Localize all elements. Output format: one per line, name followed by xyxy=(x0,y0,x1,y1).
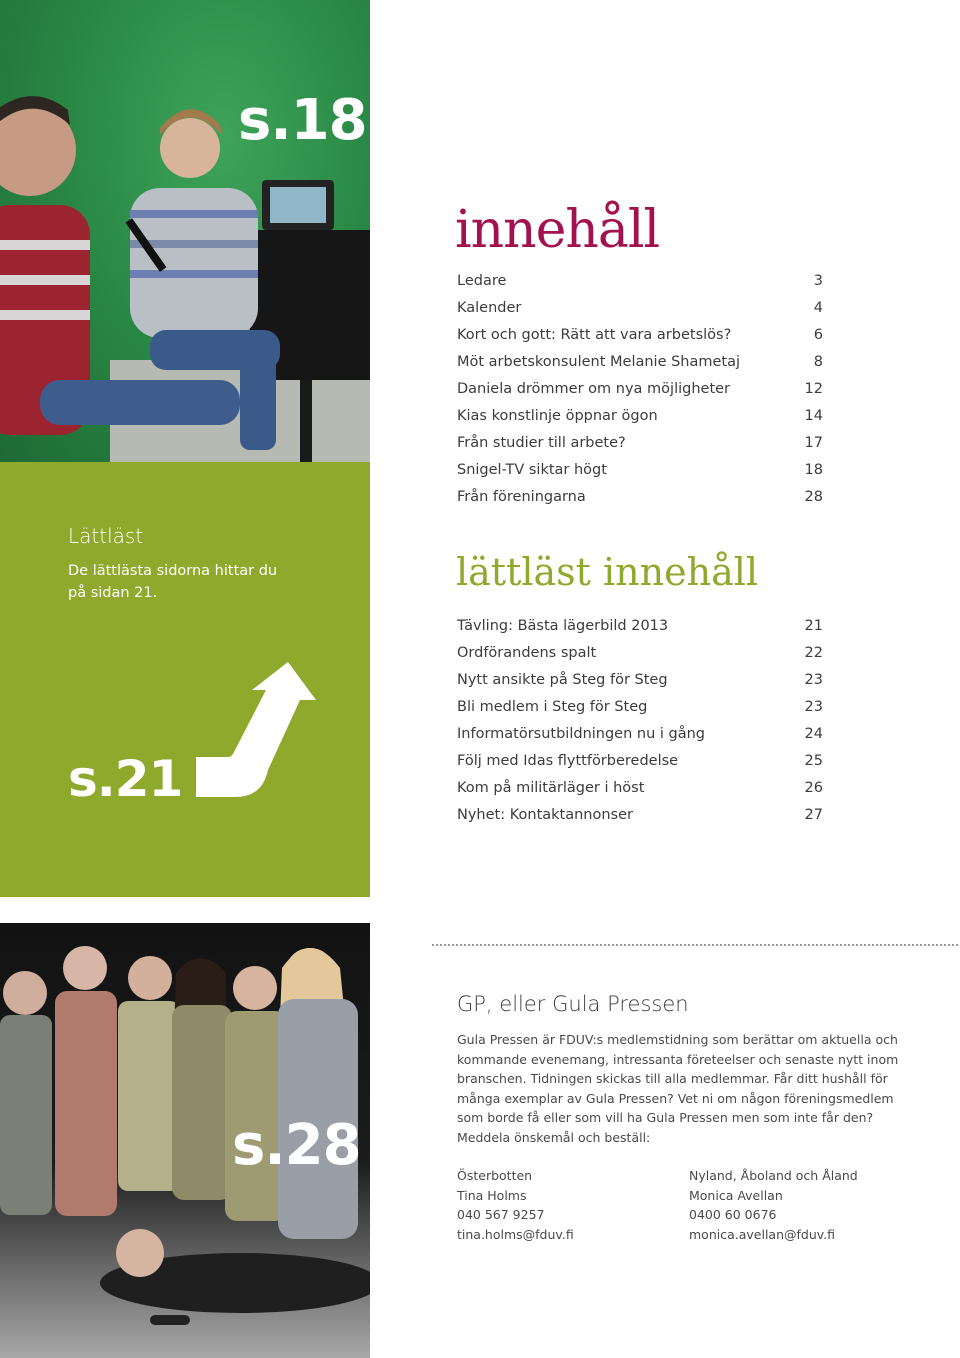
toc-item[interactable] xyxy=(457,349,823,376)
gp-description xyxy=(457,1030,937,1147)
toc-item-page: 23 xyxy=(804,699,823,715)
toc-item-title: Bli medlem i Steg för Steg xyxy=(457,699,648,715)
gp-line: Meddela önskemål och beställ: xyxy=(457,1129,651,1145)
easy-toc-item[interactable] xyxy=(457,802,823,829)
curved-arrow-icon xyxy=(188,662,318,802)
gp-line: branschen. Tidningen skickas till alla medlemmar. Får ditt hushåll för xyxy=(457,1071,888,1086)
contents-heading: innehåll xyxy=(455,200,660,260)
toc-item-page: 24 xyxy=(804,726,823,742)
toc-item[interactable] xyxy=(457,457,823,484)
contact-region: Österbotten xyxy=(457,1168,533,1183)
toc-item-page: 17 xyxy=(804,435,823,451)
toc-item-page: 4 xyxy=(813,300,823,316)
easy-toc-item[interactable] xyxy=(457,694,823,721)
toc-item-page: 28 xyxy=(804,489,823,505)
toc-item[interactable] xyxy=(457,376,823,403)
toc-item-title: Följ med Idas flyttförberedelse xyxy=(457,753,679,769)
toc-item[interactable] xyxy=(457,430,823,457)
toc-item-title: Tävling: Bästa lägerbild 2013 xyxy=(457,618,669,634)
toc-item[interactable] xyxy=(457,484,823,511)
toc-item-title: Ordförandens spalt xyxy=(457,645,597,661)
sidebar-page-label: s.21 xyxy=(68,750,183,808)
toc-item-page: 21 xyxy=(804,618,823,634)
toc-item-title: Från studier till arbete? xyxy=(457,435,626,451)
bottom-page-label: s.28 xyxy=(232,1113,361,1178)
gp-line: många exemplar av Gula Pressen? Vet ni om någon föreningsmedlem xyxy=(457,1090,894,1106)
contact-phone[interactable]: 0400 60 0676 xyxy=(689,1207,777,1222)
toc-item-title: Kias konstlinje öppnar ögon xyxy=(457,408,658,424)
easy-toc-item[interactable] xyxy=(457,748,823,775)
toc-item-title: Ledare xyxy=(457,273,507,289)
toc-item-page: 12 xyxy=(804,381,823,397)
toc-item-page: 18 xyxy=(804,462,823,478)
toc-item-title: Nytt ansikte på Steg för Steg xyxy=(457,672,668,688)
gp-line: som borde få eller som vill ha Gula Pressen men som inte får den? xyxy=(457,1110,874,1125)
toc-item-title: Daniela drömmer om nya möjligheter xyxy=(457,381,731,397)
gp-heading: GP, eller Gula Pressen xyxy=(457,992,689,1016)
toc-item-page: 27 xyxy=(804,807,823,823)
easy-read-title: Lättläst xyxy=(68,524,144,548)
easy-contents-heading: lättläst innehåll xyxy=(456,550,759,594)
toc-item-title: Kalender xyxy=(457,300,522,316)
contact-phone[interactable]: 040 567 9257 xyxy=(457,1207,545,1222)
studio-scene-illustration xyxy=(0,0,370,462)
contact-region: Nyland, Åboland och Åland xyxy=(689,1168,858,1183)
bottom-photo xyxy=(0,923,370,1358)
toc-item-title: Snigel-TV siktar högt xyxy=(457,462,607,478)
contact-email[interactable]: monica.avellan@fduv.fi xyxy=(689,1226,836,1242)
easy-read-sidebar xyxy=(0,462,370,897)
toc-item-title: Nyhet: Kontaktannonser xyxy=(457,807,633,823)
gp-line: kommande evenemang, intressanta företeelser och senaste nytt inom xyxy=(457,1051,899,1067)
toc-item-title: Möt arbetskonsulent Melanie Shametaj xyxy=(457,354,741,370)
toc-item[interactable] xyxy=(457,403,823,430)
toc-item[interactable] xyxy=(457,295,823,322)
toc-item-title: Från föreningarna xyxy=(457,489,586,505)
top-photo xyxy=(0,0,370,462)
toc-item-page: 8 xyxy=(813,354,823,370)
toc-item-page: 3 xyxy=(813,273,823,289)
easy-toc-item[interactable] xyxy=(457,640,823,667)
toc-item-page: 6 xyxy=(813,327,823,343)
toc-item[interactable] xyxy=(457,322,823,349)
easy-toc-item[interactable] xyxy=(457,721,823,748)
top-page-label: s.18 xyxy=(238,88,367,153)
toc-item[interactable] xyxy=(457,268,823,295)
gp-line: Gula Pressen är FDUV:s medlemstidning som berättar om aktuella och xyxy=(457,1032,898,1047)
toc-item-page: 22 xyxy=(804,645,823,661)
easy-toc-item[interactable] xyxy=(457,667,823,694)
contact-nyland xyxy=(689,1166,949,1244)
toc-item-title: Kom på militärläger i höst xyxy=(457,780,645,796)
contact-osterbotten xyxy=(457,1166,677,1244)
easy-toc-item[interactable] xyxy=(457,775,823,802)
easy-toc-item[interactable] xyxy=(457,613,823,640)
contact-email[interactable]: tina.holms@fduv.fi xyxy=(457,1226,574,1242)
toc-item-page: 25 xyxy=(804,753,823,769)
dotted-divider xyxy=(432,944,958,946)
contact-name: Monica Avellan xyxy=(689,1187,783,1203)
toc-item-page: 14 xyxy=(804,408,823,424)
easy-read-note: De lättlästa sidorna hittar du på sidan 21. xyxy=(68,563,278,601)
toc-item-page: 26 xyxy=(804,780,823,796)
toc-item-title: Informatörsutbildningen nu i gång xyxy=(457,726,706,742)
contact-name: Tina Holms xyxy=(457,1187,527,1203)
toc-item-title: Kort och gott: Rätt att vara arbetslös? xyxy=(457,327,732,343)
toc-item-page: 23 xyxy=(804,672,823,688)
